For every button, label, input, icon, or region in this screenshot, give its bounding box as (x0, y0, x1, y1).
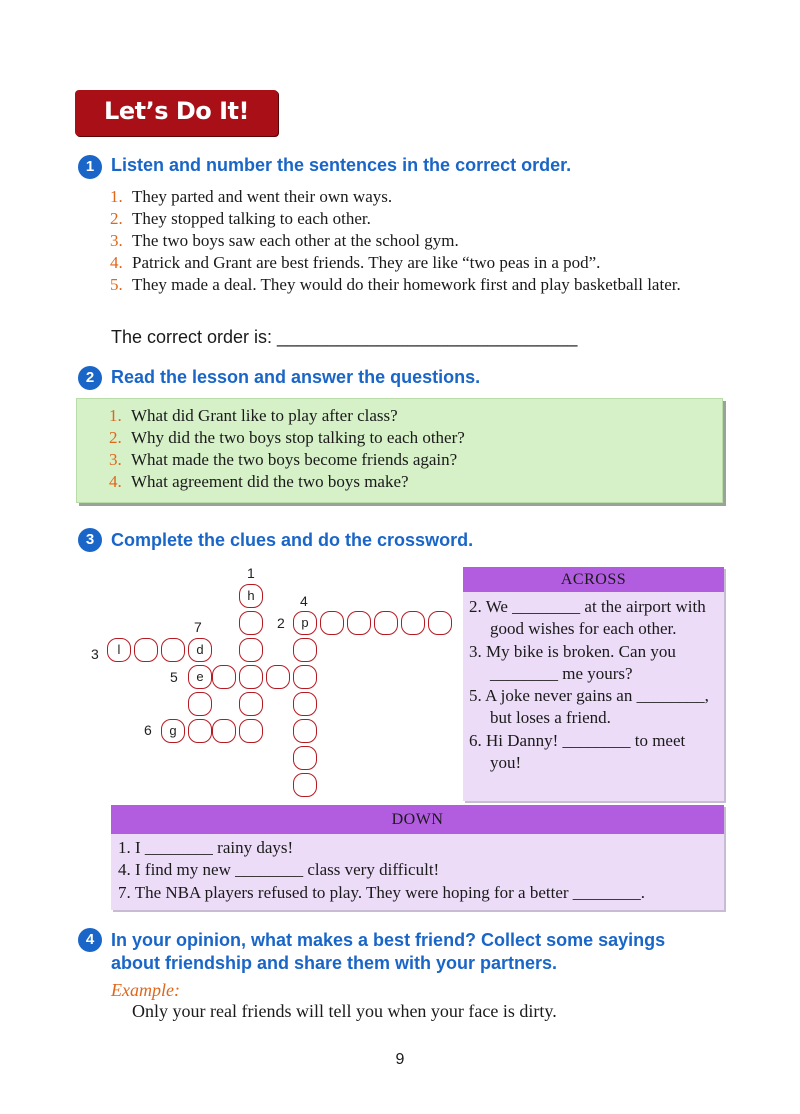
crossword-number-7: 7 (194, 619, 202, 635)
section-4-heading-line-2: about friendship and share them with your partners. (111, 953, 558, 973)
crossword-cell[interactable] (134, 638, 158, 662)
down-clue: 1. I ________ rainy days! (118, 838, 294, 857)
section-2-heading: Read the lesson and answer the questions. (111, 367, 481, 387)
across-title: ACROSS (463, 567, 724, 592)
section-3-heading: Complete the clues and do the crossword. (111, 530, 474, 550)
sentence-item (110, 230, 720, 252)
item-number: 1. (109, 406, 122, 425)
item-text: Patrick and Grant are best friends. They are like “two peas in a pod”. (132, 253, 601, 272)
across-clue: 2. We ________ at the airport with good wishes for each other. (469, 597, 706, 639)
item-text: What did Grant like to play after class? (131, 406, 398, 425)
crossword-cell[interactable]: g (161, 719, 185, 743)
banner-title: Let’s Do It! (104, 97, 249, 125)
crossword-number-2: 2 (277, 615, 285, 631)
crossword-cell[interactable] (293, 638, 317, 662)
across-clue: 5. A joke never gains an ________, but loses a friend. (469, 686, 709, 728)
item-number: 2. (110, 209, 123, 228)
section-2-badge: 2 (78, 366, 102, 390)
question-item (109, 471, 465, 493)
crossword-cell[interactable] (293, 692, 317, 716)
crossword-cell[interactable] (188, 692, 212, 716)
section-3-badge: 3 (78, 528, 102, 552)
crossword-cell[interactable] (239, 665, 263, 689)
across-clue: 6. Hi Danny! ________ to meet you! (469, 730, 686, 773)
crossword-cell[interactable] (293, 665, 317, 689)
down-clue: 7. The NBA players refused to play. They were hoping for a better ________. (118, 882, 646, 902)
crossword-cell[interactable]: d (188, 638, 212, 662)
item-number: 4. (110, 253, 123, 272)
section-1-heading: Listen and number the sentences in the correct order. (111, 155, 572, 175)
sentence-item (110, 274, 720, 296)
crossword-cell[interactable]: l (107, 638, 131, 662)
item-text: They stopped talking to each other. (132, 209, 371, 228)
item-text: What agreement did the two boys make? (131, 472, 409, 491)
item-text: The two boys saw each other at the school gym. (132, 231, 459, 250)
crossword-number-6: 6 (144, 722, 152, 738)
crossword-cell[interactable] (401, 611, 425, 635)
crossword-cell[interactable] (293, 773, 317, 797)
across-clues-list (463, 592, 724, 774)
item-number: 5. (110, 275, 123, 294)
question-item (109, 405, 465, 427)
example-label: Example: (111, 980, 180, 1000)
correct-order-answer-line[interactable]: The correct order is: ______________________________ (111, 327, 578, 347)
crossword-cell[interactable] (320, 611, 344, 635)
section-banner (75, 90, 278, 136)
crossword-cell[interactable] (266, 665, 290, 689)
section-4-heading-line-1: In your opinion, what makes a best friend? Collect some sayings (111, 930, 666, 950)
crossword-cell[interactable] (239, 638, 263, 662)
down-clue: 4. I find my new ________ class very difficult! (118, 860, 440, 880)
item-text: They parted and went their own ways. (132, 187, 393, 206)
crossword-cell[interactable]: h (239, 584, 263, 608)
crossword-number-4: 4 (300, 593, 308, 609)
crossword-cell[interactable] (293, 746, 317, 770)
crossword-cell[interactable] (212, 719, 236, 743)
questions-list (109, 405, 465, 493)
across-clues-panel (463, 567, 724, 801)
down-clues-panel (111, 805, 724, 910)
item-number: 2. (109, 428, 122, 447)
item-text: What made the two boys become friends again? (131, 450, 458, 469)
crossword-cell[interactable] (161, 638, 185, 662)
down-title: DOWN (111, 805, 724, 834)
item-number: 4. (109, 472, 122, 491)
crossword-cell[interactable] (212, 665, 236, 689)
crossword-cell[interactable] (347, 611, 371, 635)
item-number: 1. (110, 187, 123, 206)
sentence-item (110, 252, 720, 274)
item-number: 3. (110, 231, 123, 250)
crossword-number-1: 1 (247, 565, 255, 581)
item-text: Why did the two boys stop talking to each other? (131, 428, 465, 447)
crossword-number-3: 3 (91, 646, 99, 662)
section-1-badge: 1 (78, 155, 102, 179)
item-number: 3. (109, 450, 122, 469)
crossword-cell[interactable] (428, 611, 452, 635)
crossword-cell[interactable]: p (293, 611, 317, 635)
crossword-cell[interactable] (188, 719, 212, 743)
example-text: Only your real friends will tell you when your face is dirty. (132, 1001, 557, 1021)
crossword-cell[interactable] (374, 611, 398, 635)
crossword-cell[interactable] (293, 719, 317, 743)
question-item (109, 427, 465, 449)
crossword-cell[interactable] (239, 611, 263, 635)
sentence-item (110, 186, 720, 208)
section-4-badge: 4 (78, 928, 102, 952)
crossword-cell[interactable] (239, 719, 263, 743)
questions-panel (76, 398, 723, 503)
page-number: 9 (395, 1051, 405, 1068)
across-clue: 3. My bike is broken. Can you ________ me yours? (469, 641, 676, 683)
section-1-sentences (110, 186, 720, 296)
down-clues-list (111, 834, 724, 904)
crossword-cell[interactable]: e (188, 665, 212, 689)
item-text: They made a deal. They would do their homework first and play basketball later. (132, 275, 681, 294)
crossword-number-5: 5 (170, 669, 178, 685)
question-item (109, 449, 465, 471)
sentence-item (110, 208, 720, 230)
crossword-cell[interactable] (239, 692, 263, 716)
